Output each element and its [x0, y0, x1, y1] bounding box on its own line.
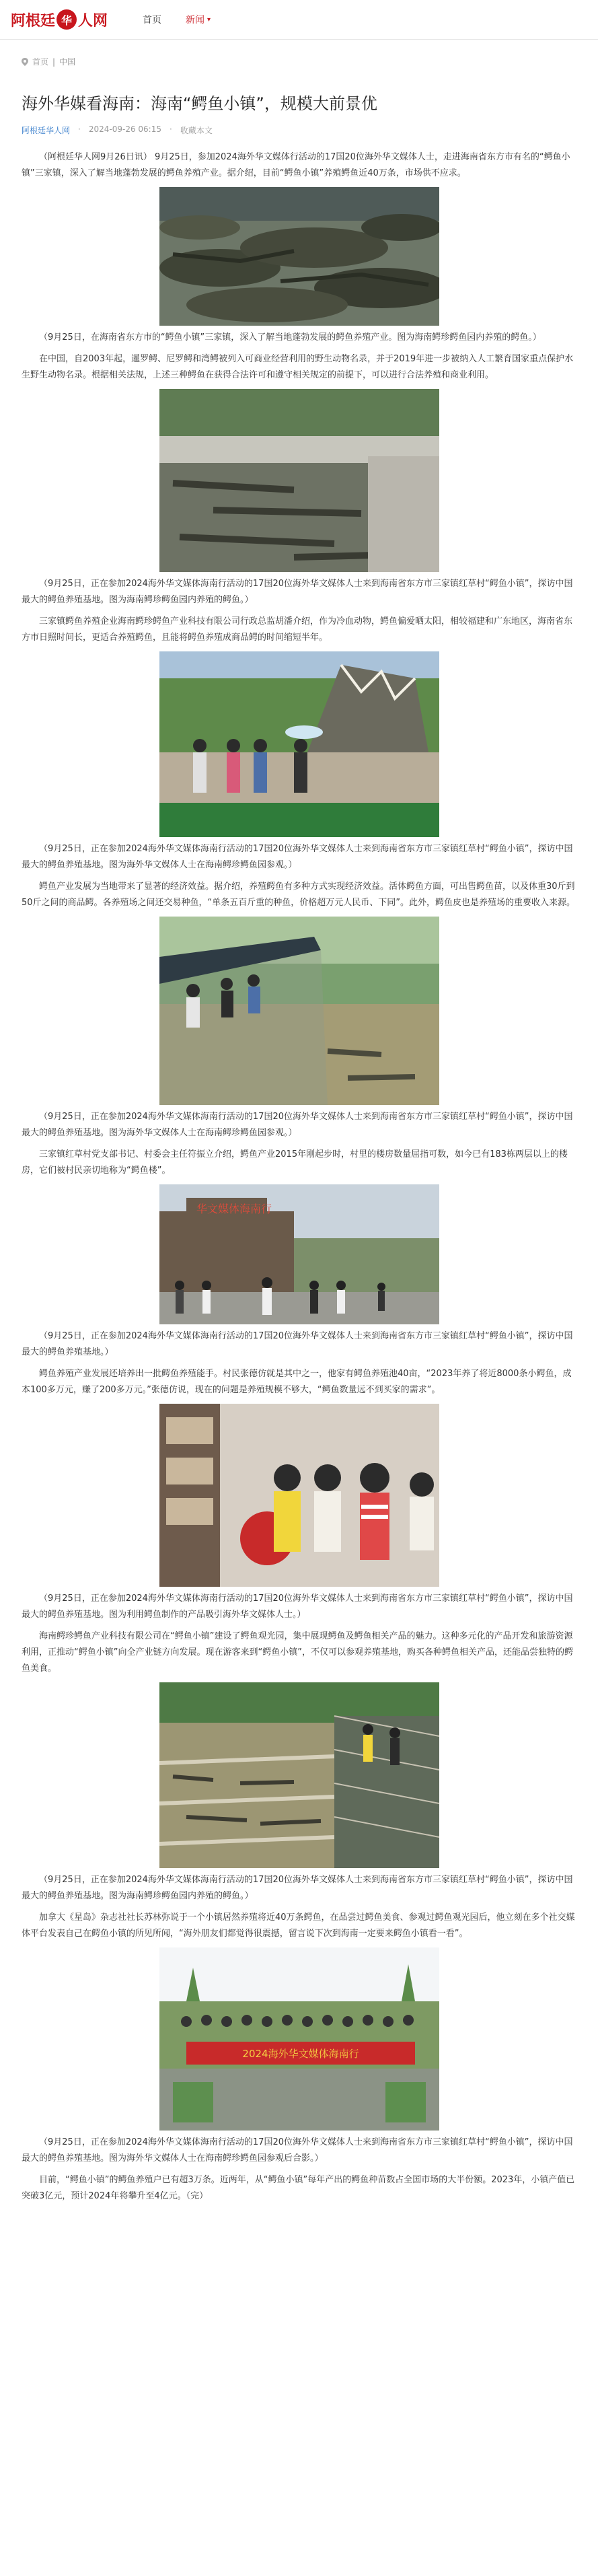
caption-4: （9月25日，正在参加2024海外华文媒体海南行活动的17国20位海外华文媒体人士来到海南省东方市三家镇红草村“鳄鱼小镇”，探访中国最大的鳄鱼养殖基地。图为海外华文媒体人士在海南鳄珍鳄鱼园参观。） — [22, 1112, 573, 1138]
logo-text-part1: 阿根廷 — [11, 12, 56, 30]
article-image-3 — [159, 651, 439, 837]
paragraph-7: 海南鳄珍鳄鱼产业科技有限公司在“鳄鱼小镇”建设了鳄鱼观光园，集中展现鳄鱼及鳄鱼相关产品的魅力。这种多元化的产品开发和旅游资源利用，正推动“鳄鱼小镇”向全产业链方向发展。现在游客来到“鳄鱼小镇”，不仅可以参观养殖基地，购买各种鳄鱼相关产品，还能品尝独特的鳄鱼美食。 — [22, 1631, 573, 1674]
meta-dot: · — [78, 124, 81, 134]
article-image-4 — [159, 917, 439, 1105]
paragraph-5: 三家镇红草村党支部书记、村委会主任符振立介绍，鳄鱼产业2015年刚起步时，村里的楼房数量屈指可数，如今已有183栋两层以上的楼房，它们被村民亲切地称为“鳄鱼楼”。 — [22, 1149, 568, 1176]
caption-5: （9月25日，正在参加2024海外华文媒体海南行活动的17国20位海外华文媒体人士来到海南省东方市三家镇红草村“鳄鱼小镇”，探访中国最大的鳄鱼养殖基地。） — [22, 1331, 573, 1357]
sign-text: 华文媒体海南行 — [196, 1203, 272, 1215]
site-logo[interactable] — [11, 9, 108, 30]
paragraph-3: 三家镇鳄鱼养殖企业海南鳄珍鳄鱼产业科技有限公司行政总监胡潘介绍，作为冷血动物，鳄鱼偏爱晒太阳，相较福建和广东地区，海南省东方市日照时间长，更适合养殖鳄鱼，且能将鳄鱼养殖成商品鳄的时间缩短半年。 — [22, 616, 573, 643]
caption-6: （9月25日，正在参加2024海外华文媒体海南行活动的17国20位海外华文媒体人士来到海南省东方市三家镇红草村“鳄鱼小镇”，探访中国最大的鳄鱼养殖基地。图为利用鳄鱼制作的产品吸引海外华文媒体人士。） — [22, 1594, 573, 1620]
paragraph-4: 鳄鱼产业发展为当地带来了显著的经济效益。据介绍，养殖鳄鱼有多种方式实现经济效益。活体鳄鱼方面，可出售鳄鱼苗，以及体重30斤到50斤之间的商品鳄。各养殖场之间还交易种鱼，“单条五百斤重的种鱼，价格超万元人民币、下同”。此外，鳄鱼皮也是养殖场的重要收入来源。 — [22, 882, 576, 908]
caption-8: （9月25日，正在参加2024海外华文媒体海南行活动的17国20位海外华文媒体人士来到海南省东方市三家镇红草村“鳄鱼小镇”，探访中国最大的鳄鱼养殖基地。图为海外华文媒体人士在海南鳄珍鳄鱼园参观后合影。） — [22, 2137, 573, 2163]
breadcrumb — [0, 40, 598, 74]
chevron-down-icon: ▾ — [207, 15, 211, 24]
article-image-7 — [159, 1682, 439, 1868]
article-image-5 — [159, 1184, 439, 1324]
breadcrumb-home[interactable]: 首页 — [32, 57, 49, 67]
article-image-8 — [159, 1947, 439, 2131]
site-header — [0, 0, 598, 40]
paragraph-1: （阿根廷华人网9月26日讯） 9月25日，参加2024海外华文媒体行活动的17国20位海外华文媒体人士，走进海南省东方市有名的“鳄鱼小镇”三家镇，深入了解当地蓬勃发展的鳄鱼养殖产业。据介绍，目前“鳄鱼小镇”养殖鳄鱼近40万条，市场供不应求。 — [22, 152, 570, 178]
paragraph-8: 加拿大《星岛》杂志社社长苏林弥说于一个小镇居然养殖将近40万条鳄鱼，在品尝过鳄鱼美食、参观过鳄鱼观光园后，他立刻在多个社交媒体平台发表自己在鳄鱼小镇的所见所闻，“海外朋友们都觉得很震撼，留言说下次到海南一定要来鳄鱼小镇看一看”。 — [22, 1912, 575, 1939]
breadcrumb-separator: | — [52, 57, 56, 67]
article-image-1 — [159, 187, 439, 326]
breadcrumb-category[interactable]: 中国 — [59, 57, 76, 67]
logo-mark: 华 — [57, 9, 77, 30]
paragraph-6: 鳄鱼养殖产业发展还培养出一批鳄鱼养殖能手。村民张德仿就是其中之一，他家有鳄鱼养殖池40亩，“2023年养了将近8000条小鳄鱼，成本100多万元，赚了200多万元。”张德仿说，现在的问题是养殖规模不够大，“鳄鱼数量远不到买家的需求”。 — [22, 1369, 572, 1395]
caption-1: （9月25日，在海南省东方市的“鳄鱼小镇”三家镇，深入了解当地蓬勃发展的鳄鱼养殖产业。图为海南鳄珍鳄鱼园内养殖的鳄鱼。） — [39, 332, 541, 343]
article-source[interactable]: 阿根廷华人网 — [22, 126, 71, 135]
meta-dot: · — [169, 124, 172, 134]
main-nav — [130, 13, 223, 26]
paragraph-2: 在中国，自2003年起，暹罗鳄、尼罗鳄和湾鳄被列入可商业经营利用的野生动物名录，并于2019年进一步被纳入人工繁育国家重点保护水生野生动物名录。根据相关法规，上述三种鳄鱼在获得合法许可和遵守相关规定的前提下，可以进行合法养殖和商业利用。 — [22, 354, 574, 380]
article-content — [0, 90, 598, 2205]
nav-item-news[interactable] — [174, 13, 223, 26]
caption-7: （9月25日，正在参加2024海外华文媒体海南行活动的17国20位海外华文媒体人士来到海南省东方市三家镇红草村“鳄鱼小镇”，探访中国最大的鳄鱼养殖基地。图为海南鳄珍鳄鱼园内养殖的鳄鱼。） — [22, 1875, 573, 1901]
article-meta — [22, 124, 576, 136]
nav-item-home-label: 首页 — [143, 15, 162, 26]
banner-text: 2024海外华文媒体海南行 — [241, 2048, 359, 2060]
nav-item-home[interactable] — [130, 13, 174, 26]
article-image-2 — [159, 389, 439, 572]
article-date: 2024-09-26 06:15 — [88, 124, 161, 134]
article-title: 海外华媒看海南：海南“鳄鱼小镇”，规模大前景优 — [22, 94, 377, 113]
caption-3: （9月25日，正在参加2024海外华文媒体海南行活动的17国20位海外华文媒体人士来到海南省东方市三家镇红草村“鳄鱼小镇”，探访中国最大的鳄鱼养殖基地。图为海外华文媒体人士在海南鳄珍鳄鱼园参观。） — [22, 844, 573, 870]
favorite-link[interactable]: 收藏本文 — [180, 126, 213, 135]
caption-2: （9月25日，正在参加2024海外华文媒体海南行活动的17国20位海外华文媒体人士来到海南省东方市三家镇红草村“鳄鱼小镇”，探访中国最大的鳄鱼养殖基地。图为海南鳄珍鳄鱼园内养殖的鳄鱼。） — [22, 579, 573, 605]
logo-text-part2: 人网 — [78, 12, 108, 30]
nav-item-news-label: 新闻 — [186, 15, 205, 26]
paragraph-9: 目前，“鳄鱼小镇”的鳄鱼养殖户已有超3万条。近两年，从“鳄鱼小镇”每年产出的鳄鱼种苗数占全国市场的大半份额。2023年，小镇产值已突破3亿元，预计2024年将攀升至4亿元。（完） — [22, 2175, 575, 2201]
location-icon — [22, 58, 28, 66]
article-image-6 — [159, 1404, 439, 1587]
